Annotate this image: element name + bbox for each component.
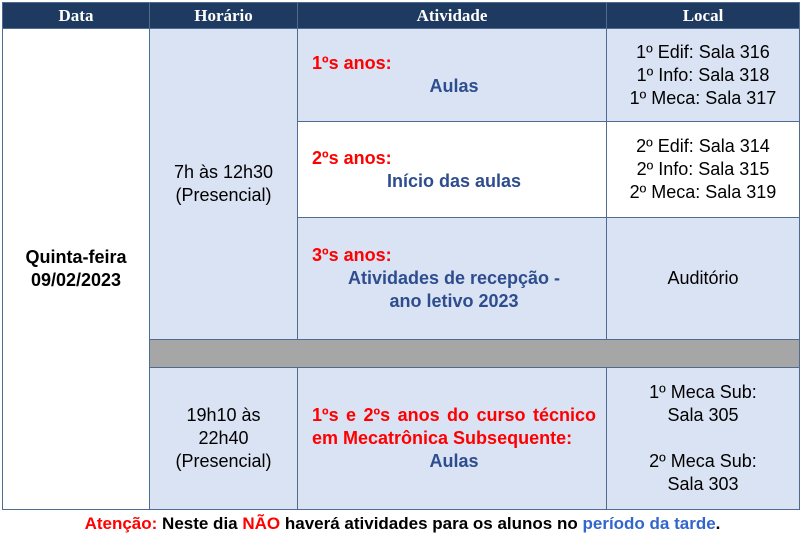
note-text-2: haverá atividades para os alunos no (280, 514, 583, 533)
activity-text-line-1: Atividades de recepção - (347, 268, 561, 288)
local-line: 2º Meca: Sala 319 (629, 182, 777, 202)
local-row-2 (606, 121, 800, 218)
local-line: 1º Meca Sub: (649, 382, 757, 402)
activity-row-1 (297, 28, 607, 122)
local-row-1 (606, 28, 800, 122)
header-data: Data (2, 2, 150, 29)
note-text-1: Neste dia (157, 514, 243, 533)
group-label: 1ºs anos: (312, 53, 392, 73)
local-line: Auditório (667, 268, 739, 288)
note-end: . (715, 514, 721, 533)
activity-text: Início das aulas (386, 170, 522, 191)
local-line: 1º Info: Sala 318 (636, 64, 770, 85)
evening-time-line-2: 22h40 (198, 428, 249, 448)
note-period: período da tarde (582, 514, 716, 533)
local-row-3 (606, 217, 800, 340)
activity-text: Aulas (429, 76, 479, 96)
note-label: Atenção: (84, 514, 158, 533)
header-atividade: Atividade (297, 2, 607, 29)
activity-text-line-2: ano letivo 2023 (389, 291, 519, 311)
weekday: Quinta-feira (25, 247, 127, 267)
group-label: 2ºs anos: (312, 147, 392, 168)
header-local: Local (606, 2, 800, 29)
local-evening (606, 367, 800, 510)
morning-mode: (Presencial) (175, 185, 272, 205)
local-line: 1º Edif: Sala 316 (636, 41, 770, 62)
activity-evening (297, 367, 607, 510)
date-cell (2, 28, 150, 510)
activity-row-3 (297, 217, 607, 340)
header-horario: Horário (149, 2, 298, 29)
date-value: 09/02/2023 (30, 270, 122, 290)
schedule-table (2, 2, 800, 510)
group-label: 3ºs anos: (312, 245, 392, 265)
evening-time-cell (149, 367, 298, 510)
group-label: 1ºs e 2ºs anos do curso técnico em Mecatrônica Subsequente: (312, 405, 596, 448)
local-line: Sala 305 (667, 405, 739, 425)
local-line: 2º Edif: Sala 314 (636, 136, 770, 156)
local-line: 1º Meca: Sala 317 (629, 87, 777, 108)
attention-note (0, 513, 805, 535)
local-line: 2º Meca Sub: (649, 451, 757, 471)
activity-text: Aulas (429, 451, 479, 471)
local-line: 2º Info: Sala 315 (636, 159, 770, 179)
local-line: Sala 303 (667, 474, 739, 494)
evening-mode: (Presencial) (175, 451, 272, 471)
period-separator (149, 339, 800, 368)
note-emphasis: NÃO (242, 514, 281, 533)
evening-time-line-1: 19h10 às (186, 405, 261, 425)
morning-time-cell (149, 28, 298, 340)
activity-row-2 (297, 121, 607, 218)
morning-time: 7h às 12h30 (173, 162, 274, 182)
